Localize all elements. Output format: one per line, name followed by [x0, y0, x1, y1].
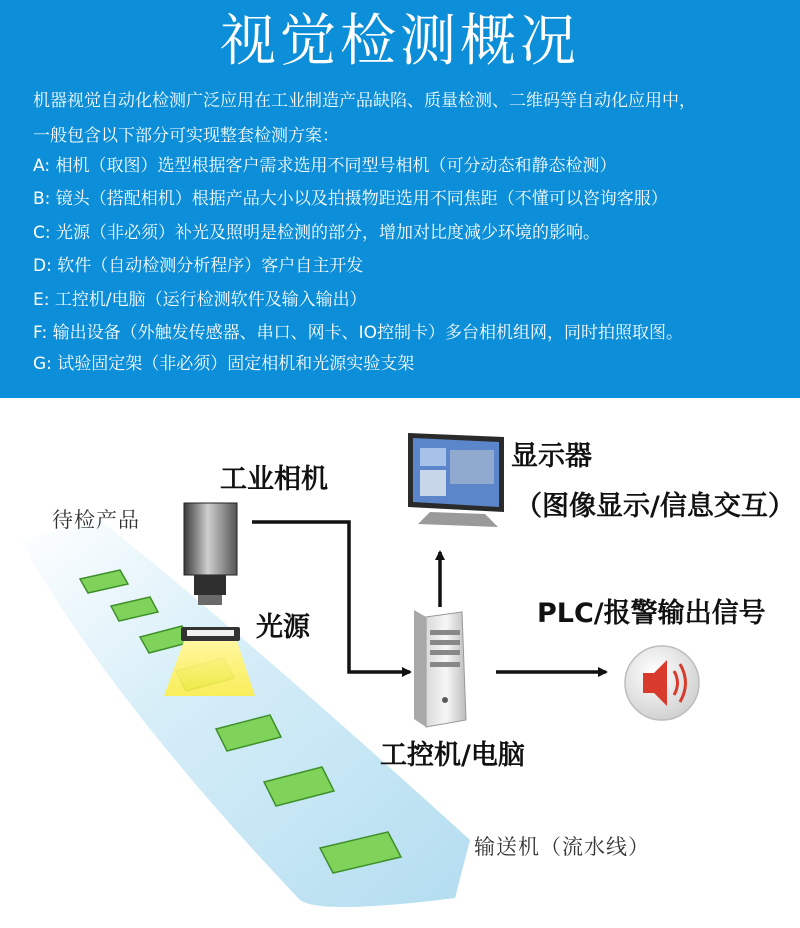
- intro-line-1: 机器视觉自动化检测广泛应用在工业制造产品缺陷、质量检测、二维码等自动化应用中，: [33, 91, 696, 111]
- label-pending-product: 待检产品: [52, 508, 140, 532]
- label-conveyor: 输送机（流水线）: [474, 835, 650, 859]
- page-title: 视觉检测概况: [220, 9, 580, 74]
- label-light: 光源: [256, 612, 310, 643]
- item-c: C: 光源（非必须）补光及照明是检测的部分，增加对比度减少环境的影响。: [33, 223, 600, 243]
- alarm-speaker: [625, 646, 699, 720]
- item-e: E: 工控机/电脑（运行检测软件及输入输出）: [33, 290, 367, 310]
- industrial-pc: [414, 610, 466, 727]
- item-a: A: 相机（取图）选型根据客户需求选用不同型号相机（可分动态和静态检测）: [33, 156, 617, 176]
- label-ipc: 工控机/电脑: [380, 740, 525, 771]
- light-source: [181, 627, 240, 641]
- label-camera: 工业相机: [220, 464, 328, 495]
- arrow-camera-to-ipc: [252, 522, 410, 672]
- item-g: G: 试验固定架（非必须）固定相机和光源实验支架: [33, 354, 415, 374]
- industrial-camera: [184, 503, 237, 605]
- header-banner: [0, 0, 800, 398]
- item-b: B: 镜头（搭配相机）根据产品大小以及拍摄物距选用不同焦距（不懂可以咨询客服）: [33, 189, 668, 209]
- diagram-graphics: [0, 398, 800, 928]
- item-d: D: 软件（自动检测分析程序）客户自主开发: [33, 256, 364, 276]
- label-display: 显示器: [511, 441, 592, 472]
- intro-line-2: 一般包含以下部分可实现整套检测方案：: [33, 126, 339, 146]
- inspection-diagram: [0, 398, 800, 928]
- label-display-desc: （图像显示/信息交互）: [515, 491, 795, 522]
- label-plc: PLC/报警输出信号: [537, 598, 766, 629]
- display-monitor: [408, 433, 504, 527]
- item-f: F: 输出设备（外触发传感器、串口、网卡、IO控制卡）多台相机组网，同时拍照取图。: [33, 323, 683, 343]
